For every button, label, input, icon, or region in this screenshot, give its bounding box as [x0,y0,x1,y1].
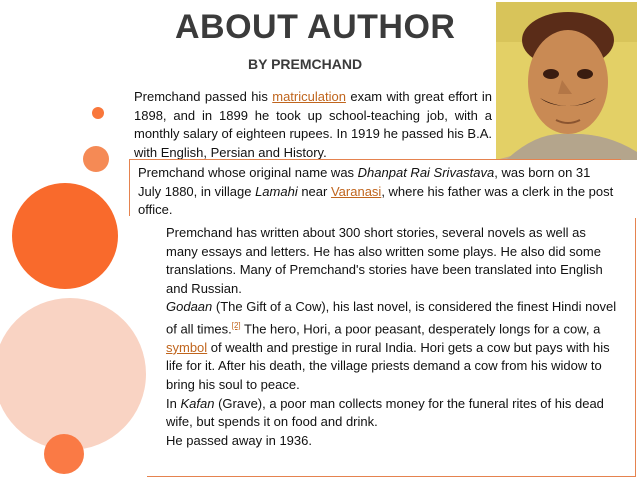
decorative-circle-large [12,183,118,289]
author-portrait [496,2,637,160]
death-note: He passed away in 1936. [166,432,312,448]
page-title: ABOUT AUTHOR [175,8,456,46]
matriculation-link[interactable]: matriculation [272,89,346,104]
works-summary: Premchand has written about 300 short stories, several novels as well as many essays and letters. He has also written some plays. He also did some translations. Many of Premchand's stories have been translated into English and Russian. [166,225,603,296]
symbol-link[interactable]: symbol [166,339,208,355]
text: exam with great effort in 1898, and in 1899 he took up school-teaching job, with a monthly salary of eighteen rupees. In 1919 he passed his B.A. with English, Persian and History. [134,89,492,160]
kafan-title: Kafan [180,395,215,411]
citation-link[interactable]: [2] [231,320,241,330]
godaan-title: Godaan [166,299,213,315]
page-subtitle: BY PREMCHAND [248,56,363,72]
original-name: Dhanpat Rai Srivastava [357,165,495,180]
bio-paragraph-education [134,88,492,162]
decorative-circle-small-top [92,107,104,119]
kafan-description [166,395,620,432]
text: (Grave), a poor man collects money for the funeral rites of his dead wife, but spends it on food and drink. [166,395,604,430]
text: Premchand whose original name was [138,165,358,180]
bio-paragraph-works [166,224,620,450]
text: , where his father was a clerk in the post office. [138,183,614,217]
text: Premchand passed his [134,89,273,104]
bio-paragraph-birth [138,164,616,220]
decorative-circle-xlarge [0,298,146,450]
text: (The Gift of a Cow), his last novel, is considered the finest Hindi novel of all times. [166,299,617,337]
decorative-circle-medium [83,146,109,172]
text: , was born on 31 July 1880, in village [138,165,591,199]
text: The hero, Hori, a poor peasant, desperately longs for a cow, a [240,321,601,337]
text: In [166,395,181,411]
text: near [297,183,331,199]
varanasi-link[interactable]: Varanasi [330,183,382,199]
decorative-circle-bottom [44,434,84,474]
text: of wealth and prestige in rural India. Hori gets a cow but pays with his life for it. After his death, the village priests demand a cow from his widow to bring his soul to peace. [166,339,610,393]
godaan-description [166,298,620,394]
village-name: Lamahi [255,183,298,199]
